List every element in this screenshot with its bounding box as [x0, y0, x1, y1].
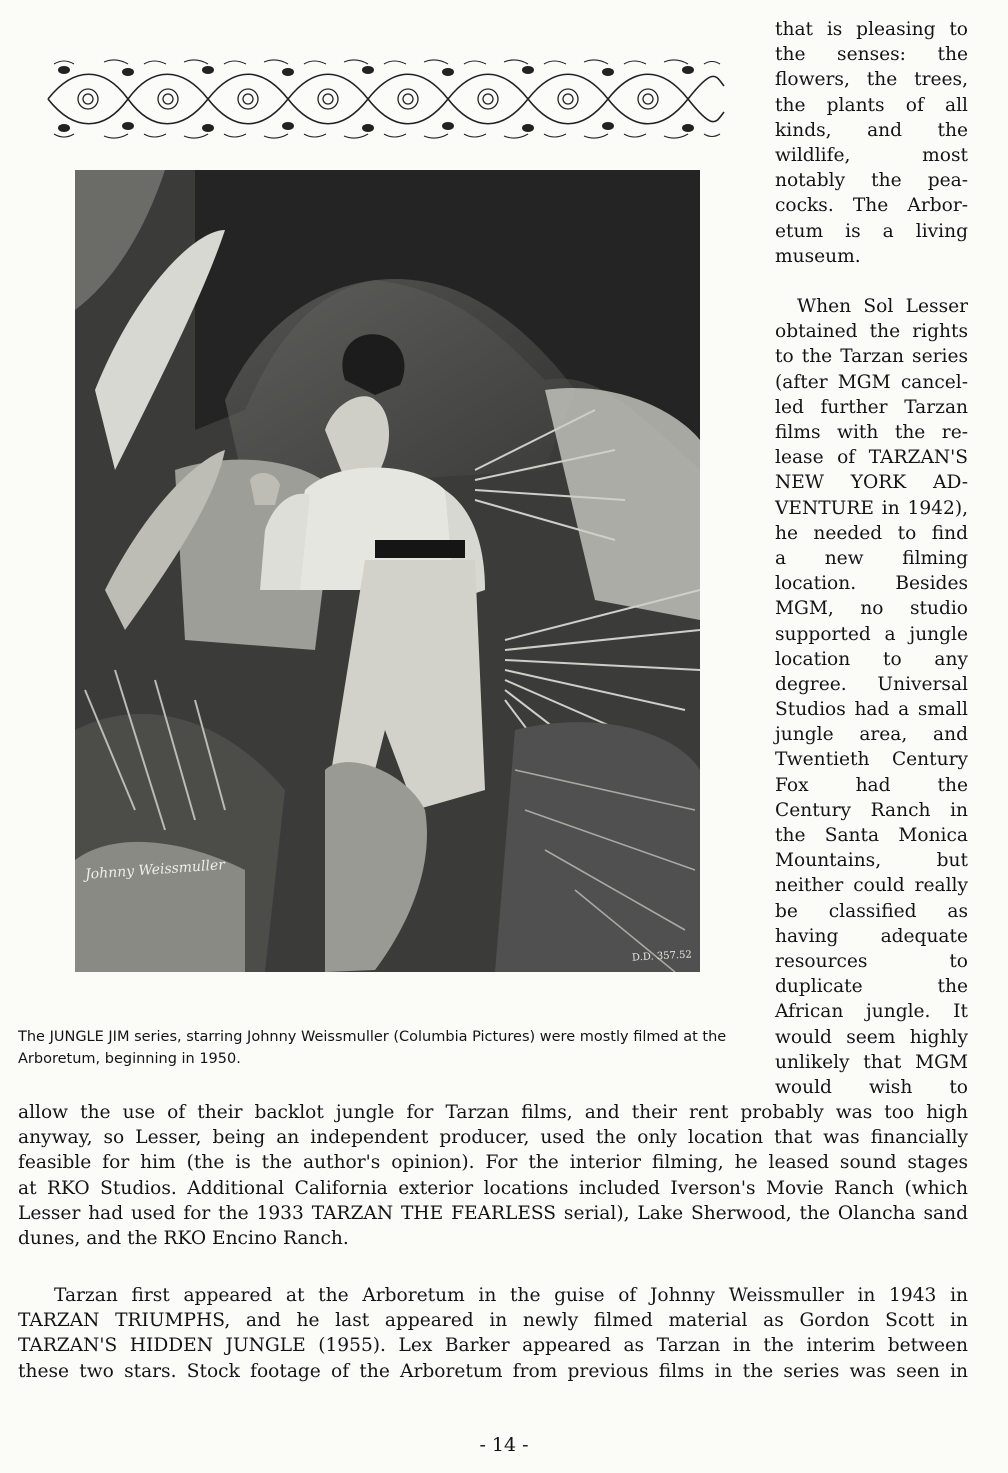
text-line: jungle area, and: [775, 724, 968, 746]
text-line: When Sol Lesser: [797, 296, 968, 318]
text-line: Fox had the: [775, 774, 968, 796]
text-line: be classified as: [775, 900, 968, 922]
text-line: notably the pea-: [775, 170, 968, 192]
text-line: supported a jungle: [775, 623, 968, 645]
text-line: Tarzan first appeared at the Arboretum in the guise of Johnny Weissmuller in 1943 in: [54, 1285, 968, 1306]
text-line: VENTURE in 1942),: [775, 497, 968, 519]
text-line: cocks. The Arbor-: [775, 195, 968, 217]
text-line: etum is a living: [775, 220, 968, 242]
text-line: the Santa Monica: [775, 825, 968, 846]
text-line: duplicate the: [775, 976, 968, 998]
text-line: location to any: [775, 648, 968, 670]
text-line: TARZAN TRIUMPHS, and he last appeared in newly filmed material as Gordon Scott in: [18, 1310, 968, 1332]
text-line: African jungle. It: [775, 1001, 968, 1023]
photo-caption: The JUNGLE JIM series, starring Johnny Weissmuller (Columbia Pictures) were mostly filmed at the Arboretum, beginning in 1950.: [18, 1029, 727, 1067]
text-line: MGM, no studio: [775, 598, 968, 620]
text-line: museum.: [775, 245, 861, 267]
photo-illustration: [75, 170, 700, 972]
text-line: to the Tarzan series: [775, 346, 968, 368]
text-line: feasible for him (the is the author's opinion). For the interior filming, he leased sound stages: [18, 1152, 968, 1174]
text-line: anyway, so Lesser, being an independent producer, used the only location that was financially: [18, 1127, 968, 1149]
text-line: the plants of all: [775, 94, 968, 116]
text-line: wildlife, most: [775, 144, 968, 166]
text-line: lease of TARZAN'S: [775, 447, 968, 469]
text-line: Century Ranch in: [775, 799, 968, 821]
body-paragraph-1: [18, 1100, 968, 1251]
text-line: obtained the rights: [775, 321, 968, 343]
text-line: that is pleasing to: [775, 19, 968, 40]
text-line: would wish to: [775, 1076, 968, 1098]
text-line: would seem highly: [775, 1026, 968, 1048]
text-line: the senses: the: [775, 44, 968, 66]
text-line: at RKO Studios. Additional California exterior locations included Iverson's Movie Ranch (which: [18, 1177, 968, 1199]
text-line: dunes, and the RKO Encino Ranch.: [18, 1227, 349, 1249]
text-line: Studios had a small: [775, 699, 968, 721]
body-paragraph-2: [18, 1283, 968, 1384]
autograph-signature: Johnny Weissmuller: [84, 857, 226, 883]
photograph-jungle-jim: [75, 170, 700, 972]
photo-catalog-code: D.D. 357.52: [631, 949, 693, 964]
text-line: TARZAN'S HIDDEN JUNGLE (1955). Lex Barker appeared as Tarzan in the interim between: [18, 1335, 968, 1357]
text-line: he needed to find: [775, 522, 968, 544]
text-line: location. Besides: [775, 573, 968, 595]
text-line: Twentieth Century: [775, 749, 968, 771]
text-line: films with the re-: [775, 422, 968, 443]
text-line: these two stars. Stock footage of the Arboretum from previous films in the series was seen in: [18, 1360, 968, 1382]
text-line: unlikely that MGM: [775, 1051, 968, 1073]
text-line: allow the use of their backlot jungle for Tarzan films, and their rent probably was too high: [18, 1102, 968, 1123]
text-line: Mountains, but: [775, 850, 968, 872]
page-number: - 14 -: [479, 1434, 529, 1456]
text-line: led further Tarzan: [775, 396, 968, 418]
text-line: Lesser had used for the 1933 TARZAN THE FEARLESS serial), Lake Sherwood, the Olancha sand: [18, 1202, 968, 1224]
text-line: resources to: [775, 950, 968, 972]
paragraph-gap: [775, 269, 968, 294]
text-line: a new filming: [775, 547, 968, 569]
text-line: having adequate: [775, 925, 968, 947]
decorative-scroll-ornament: [44, 56, 726, 142]
text-line: flowers, the trees,: [775, 69, 968, 91]
text-line: (after MGM cancel-: [775, 371, 968, 393]
text-line: kinds, and the: [775, 119, 968, 141]
text-line: degree. Universal: [775, 673, 968, 695]
text-line: neither could really: [775, 875, 968, 897]
right-column-text: [775, 17, 968, 1100]
text-line: NEW YORK AD-: [775, 472, 968, 494]
